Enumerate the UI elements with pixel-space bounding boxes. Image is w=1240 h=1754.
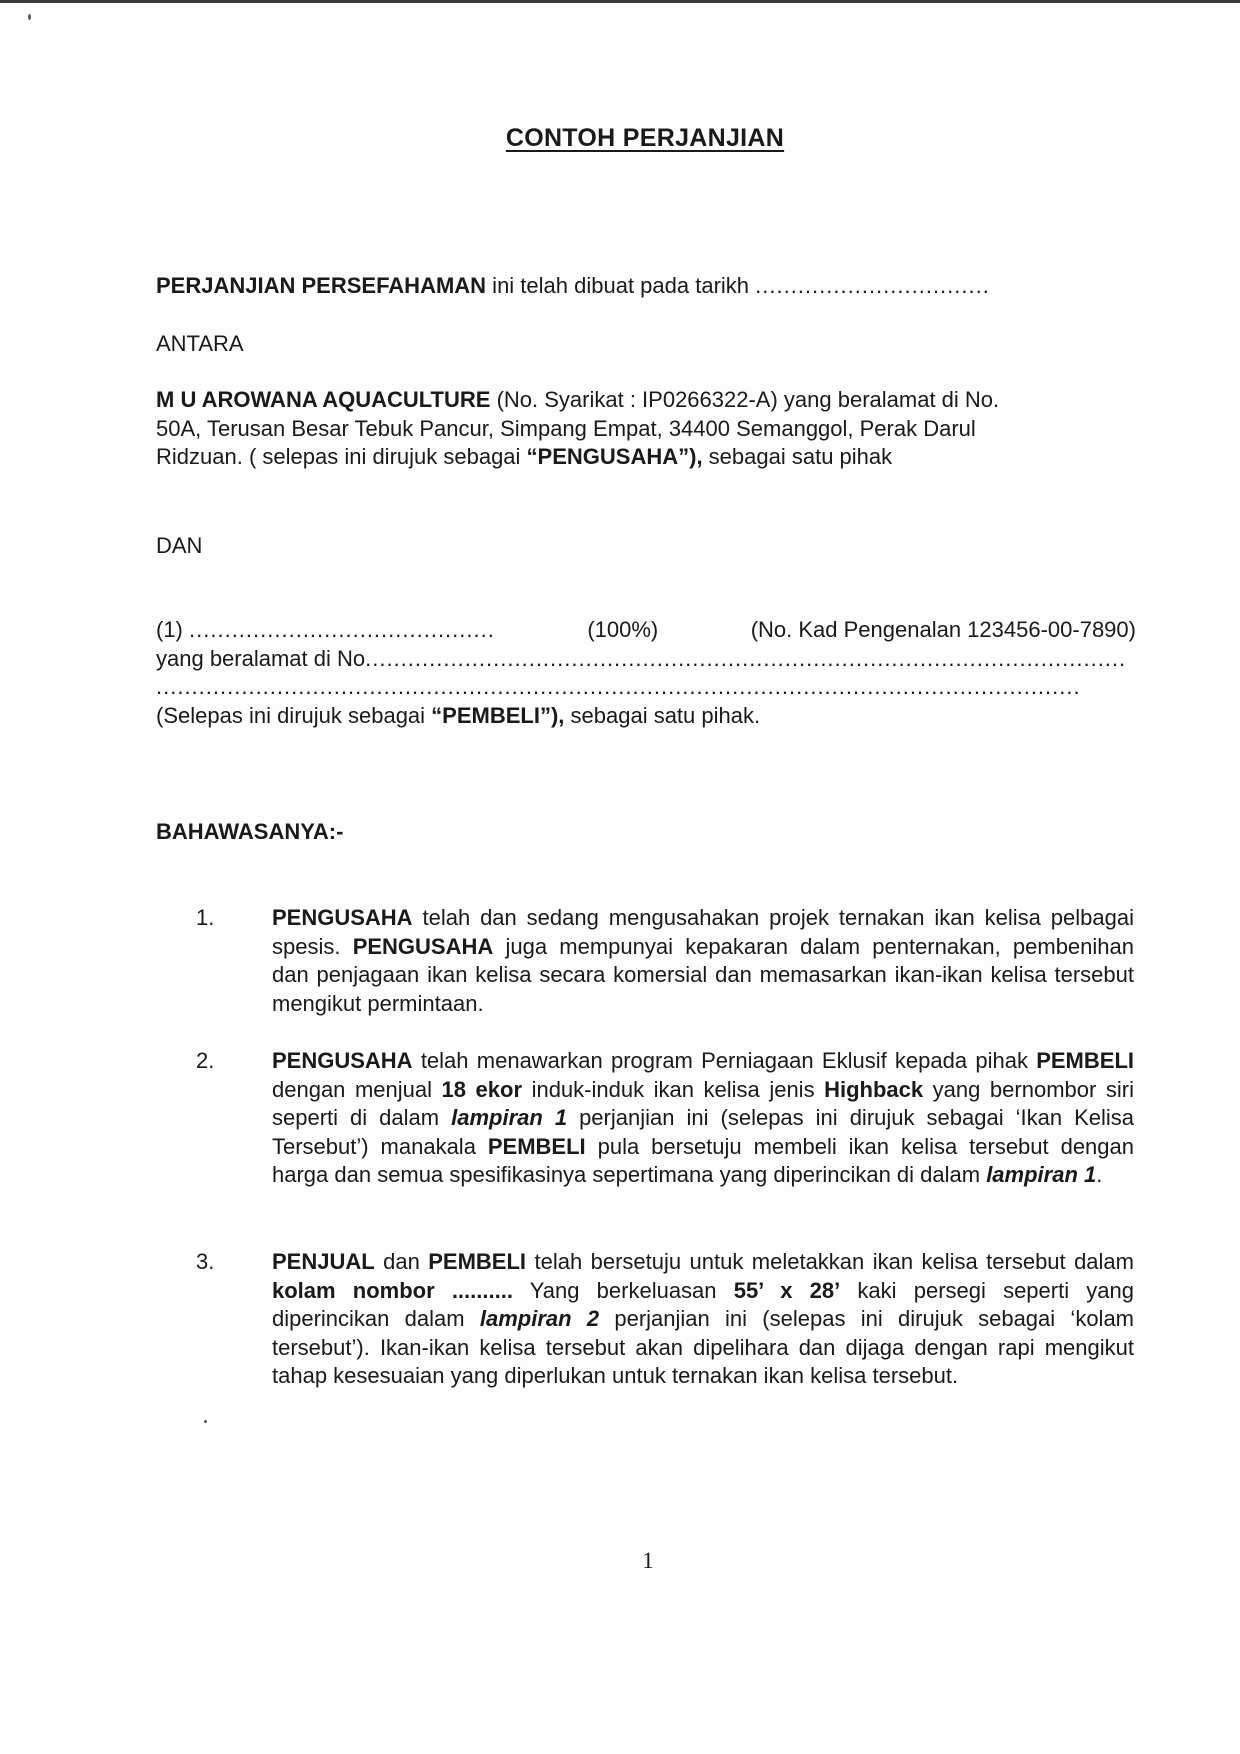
scan-top-edge	[0, 0, 1240, 3]
address-blank: ...........................................................................................................	[365, 645, 1127, 671]
clause-span: induk-induk ikan kelisa jenis	[522, 1076, 825, 1102]
clause-text	[272, 1047, 1134, 1190]
address-blank-2: ..................................................................................................................................	[156, 674, 1081, 699]
document-title: CONTOH PERJANJIAN	[505, 124, 785, 152]
clause-span: telah menawarkan program Perniagaan Eklusif kepada pihak	[412, 1048, 1037, 1073]
clause-span: pula bersetuju membeli ikan kelisa tersebut dengan harga dan semua spesifikasinya sepertimana yang diperincikan di dalam	[272, 1133, 1134, 1187]
clause-span: telah dan sedang mengusahakan projek ternakan ikan kelisa pelbagai spesis.	[272, 905, 1134, 959]
clause-span: telah bersetuju untuk meletakkan ikan kelisa tersebut dalam	[526, 1249, 1134, 1274]
party1-line3	[156, 443, 1136, 472]
party2-line4	[156, 702, 1136, 731]
clause-bold: PENGUSAHA	[352, 933, 494, 959]
clause-bold: 18 ekor	[441, 1076, 523, 1102]
clause-number: 1.	[196, 905, 215, 930]
clause-text	[272, 904, 1134, 1018]
clause-bold: PEMBELI	[487, 1133, 586, 1159]
intro-bold: PERJANJIAN PERSEFAHAMAN	[156, 273, 487, 298]
name-blank: ...........................................	[189, 617, 495, 642]
clause-span: yang bernombor siri seperti di dalam	[272, 1076, 1134, 1130]
party2-line2	[156, 645, 1136, 674]
clause-number: 2.	[196, 1048, 215, 1073]
clause-span: dan	[374, 1249, 429, 1274]
scan-speck	[28, 14, 31, 20]
party1-line2: 50A, Terusan Besar Tebuk Pancur, Simpang Empat, 34400 Semanggol, Perak Darul	[156, 415, 976, 441]
clause-bold-italic: lampiran 1	[451, 1105, 568, 1130]
clause-bold: PENJUAL	[272, 1249, 375, 1274]
dan-label: DAN	[156, 533, 203, 558]
party2-num: (1)	[156, 617, 183, 642]
party2-role: “PEMBELI”),	[431, 702, 565, 728]
clause-bold: kolam nombor ..........	[272, 1277, 513, 1303]
party2-line3	[156, 673, 1136, 702]
antara-label: ANTARA	[156, 331, 244, 356]
clause-bold: 55’ x 28’	[733, 1277, 841, 1303]
clause-bold: PENGUSAHA	[272, 1048, 413, 1073]
intro-text: ini telah dibuat pada tarikh	[486, 273, 756, 298]
clause-span: kaki persegi seperti yang diperincikan dalam	[272, 1277, 1134, 1331]
party1-line3-a: Ridzuan. ( selepas ini dirujuk sebagai	[156, 444, 527, 469]
party2-line4-b: sebagai satu pihak.	[564, 702, 761, 728]
clause-span: perjanjian ini (selepas ini dirujuk sebagai ‘kolam tersebut’). Ikan-ikan kelisa tersebut akan dipelihara dan dijaga dengan rapi mengikut tahap kesesuaian yang diperlukan untuk ternakan ikan kelisa tersebut.	[272, 1306, 1135, 1388]
clause-span: Yang berkeluasan	[512, 1277, 734, 1303]
party1-paragraph	[156, 386, 1136, 472]
party2-line4-a: (Selepas ini dirujuk sebagai	[156, 702, 432, 728]
party1-name: M U AROWANA AQUACULTURE	[156, 387, 491, 412]
party2-paragraph	[156, 616, 1136, 730]
clause-span: .	[1096, 1162, 1103, 1187]
party2-line1	[156, 616, 1136, 645]
clause-bold-italic: lampiran 1	[986, 1162, 1097, 1187]
party1-line3-b: sebagai satu pihak	[702, 444, 893, 469]
date-blank: .................................	[755, 273, 990, 298]
party2-addr-label: yang beralamat di No	[156, 645, 366, 671]
party1-line1	[156, 386, 1136, 415]
clause-bold: PEMBELI	[1036, 1048, 1134, 1073]
clause-bold: PENGUSAHA	[272, 905, 413, 930]
clause-bold-italic: lampiran 2	[479, 1306, 600, 1331]
clause-bold: PEMBELI	[428, 1249, 527, 1274]
scan-speck	[204, 1420, 207, 1423]
clause-text	[272, 1248, 1134, 1391]
party2-share: (100%)	[587, 617, 659, 642]
bahawasanya-heading: BAHAWASANYA:-	[156, 819, 344, 844]
party2-ic: (No. Kad Pengenalan 123456-00-7890)	[750, 617, 1136, 642]
clause-span: juga mempunyai kepakaran dalam penternakan, pembenihan dan penjagaan ikan kelisa secara komersial dan memasarkan ikan-ikan kelisa tersebut mengikut permintaan.	[272, 933, 1134, 1016]
page-number: 1	[642, 1548, 654, 1573]
clause-span: dengan menjual	[272, 1076, 442, 1102]
clause-bold: Highback	[824, 1076, 924, 1102]
clause-number: 3.	[196, 1249, 215, 1274]
clause-span: perjanjian ini (selepas ini dirujuk sebagai ‘Ikan Kelisa Tersebut’) manakala	[272, 1105, 1134, 1159]
intro-paragraph	[156, 272, 1136, 301]
party1-line1-rest: (No. Syarikat : IP0266322-A) yang beralamat di No.	[490, 387, 1000, 412]
party1-role: “PENGUSAHA”),	[526, 444, 703, 469]
